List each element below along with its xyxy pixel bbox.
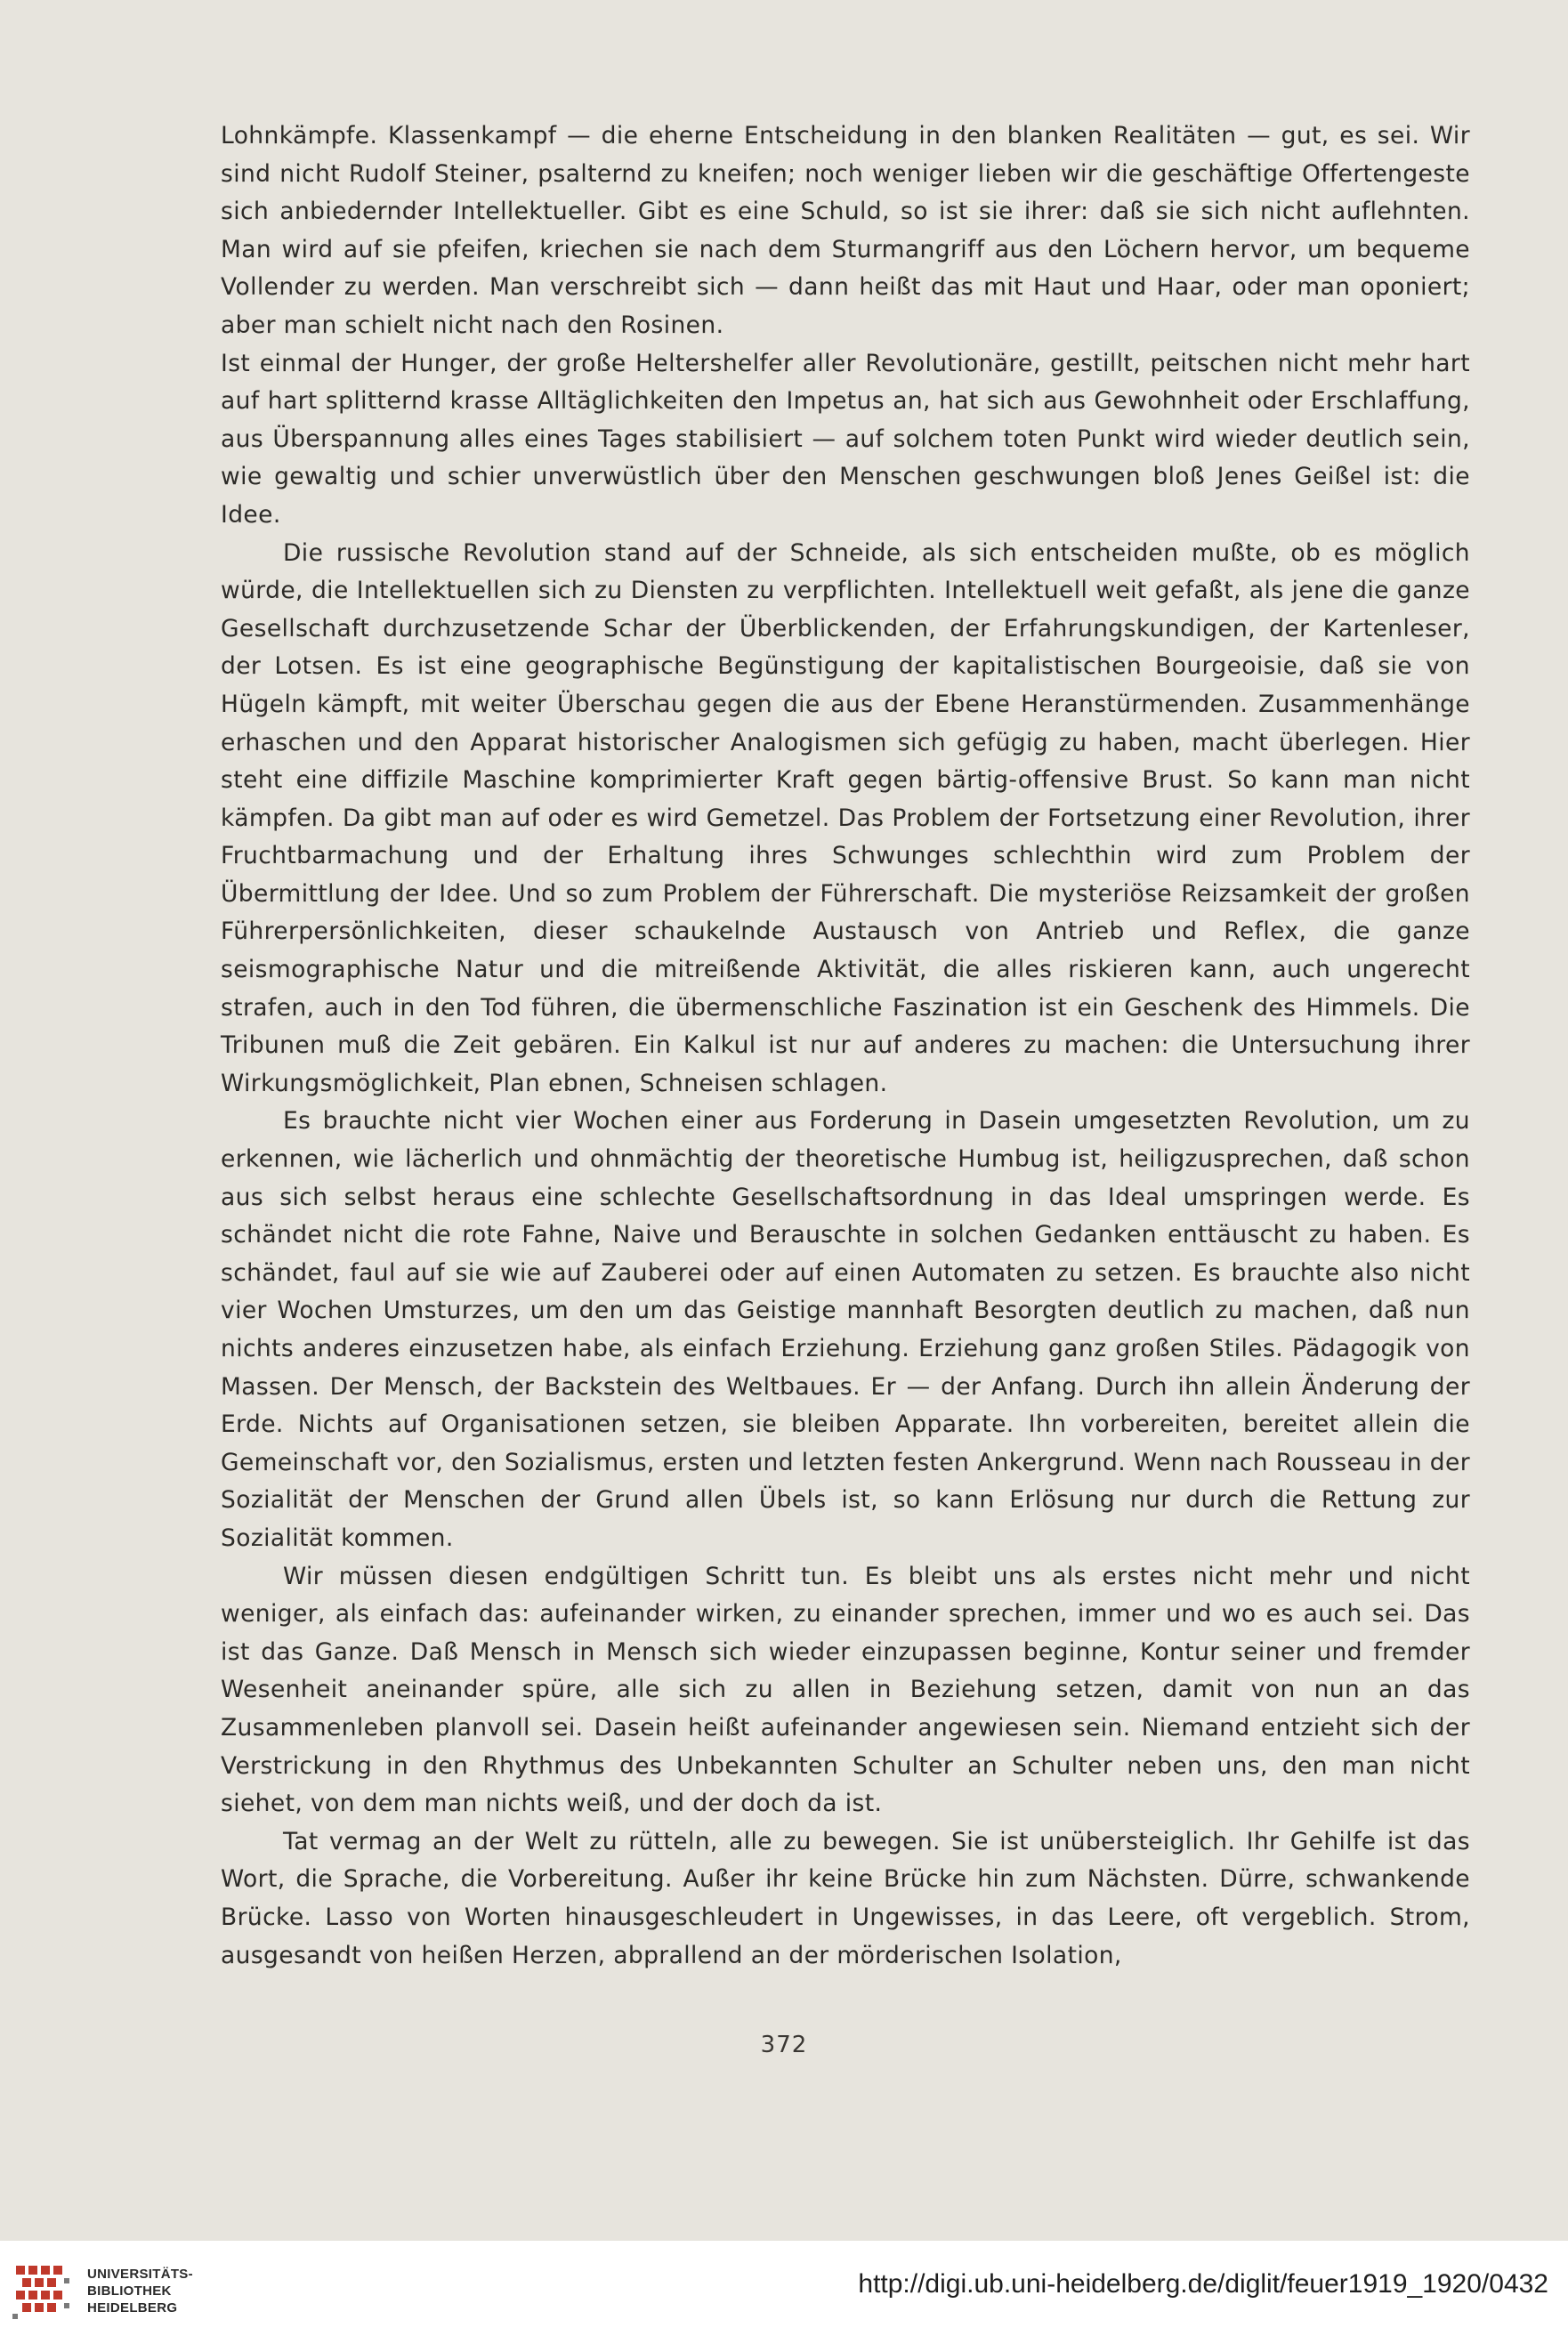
library-name-line-2: BIBLIOTHEK [87,2283,172,2299]
paragraph-6: Tat vermag an der Welt zu rütteln, alle zu bewegen. Sie ist unübersteiglich. Ihr Gehilfe ist das Wort, die Sprache, die Vorbereitung. Außer ihr keine Brücke hin zum Nächsten. Dürre, schwankende Brücke. Lasso von Worten hinausgeschleudert in Ungewisses, in das Leere, oft vergeblich. Strom, ausgesandt von heißen Herzen, abprallend an der mörderischen Isolation, [221,1827,1470,1969]
paragraph-1: Lohnkämpfe. Klassenkampf — die eherne Entscheidung in den blanken Realitäten — gut, es sei. Wir sind nicht Rudolf Steiner, psalternd zu kneifen; noch weniger lieben wir die geschäftige Offertengeste sich anbiedernder Intellektueller. Gibt es eine Schuld, so ist sie ihrer: daß sie sich nicht auflehnten. Man wird auf sie pfeifen, kriechen sie nach dem Sturmangriff aus den Löchern hervor, um bequeme Vollender zu werden. Man verschreibt sich — dann heißt das mit Haut und Haar, oder man oponiert; aber man schielt nicht nach den Rosinen. [221,122,1470,339]
paragraph-4: Es brauchte nicht vier Wochen einer aus Forderung in Dasein umgesetzten Revolution, um zu erkennen, wie lächerlich und ohnmächtig der theoretische Humbug ist, heiligzusprechen, daß schon aus sich selbst heraus eine schlechte Gesellschaftsordnung in das Ideal umspringen werde. Es schändet nicht die rote Fahne, Naive und Berauschte in solchen Gedanken enttäuscht zu haben. Es schändet, faul auf sie wie auf Zauberei oder auf einen Automaten zu setzen. Es brauchte also nicht vier Wochen Umsturzes, um den um das Geistige mannhaft Besorgten deutlich zu machen, daß nun nichts anderes einzusetzen habe, als einfach Erziehung. Erziehung ganz großen Stiles. Pädagogik von Massen. Der Mensch, der Backstein des Weltbaues. Er — der Anfang. Durch ihn allein Änderung der Erde. Nichts auf Organisationen setzen, sie bleiben Apparate. Ihn vorbereiten, bereitet allein die Gemeinschaft vor, den Sozialismus, ersten und letzten festen Ankergrund. Wenn nach Rousseau in der Sozialität der Menschen der Grund allen Übels ist, so kann Erlösung nur durch die Rettung zur Sozialität kommen. [221,1107,1470,1552]
paragraph-3: Die russische Revolution stand auf der Schneide, als sich entscheiden mußte, ob es möglich würde, die Intellektuellen sich zu Diensten zu verpflichten. Intellektuell weit gefaßt, als jene die ganze Gesellschaft durchzusetzende Schar der Überblickenden, der Erfahrungskundigen, der Kartenleser, der Lotsen. Es ist eine geographische Begünstigung der kapitalistischen Bourgeoisie, daß sie von Hügeln kämpft, mit weiter Überschau gegen die aus der Ebene Heranstürmenden. Zusammenhänge erhaschen und den Apparat historischer Analogismen sich gefügig zu haben, macht überlegen. Hier steht eine diffizile Maschine komprimierter Kraft gegen bärtig-offensive Brust. So kann man nicht kämpfen. Da gibt man auf oder es wird Gemetzel. Das Problem der Fortsetzung einer Revolution, ihrer Fruchtbarmachung und der Erhaltung ihres Schwunges schlechthin wird zum Problem der Übermittlung der Idee. Und so zum Problem der Führerschaft. Die mysteriöse Reizsamkeit der großen Führerpersönlichkeiten, dieser schaukelnde Austausch von Antrieb und Reflex, die ganze seismographische Natur und die mitreißende Aktivität, die alles riskieren kann, auch ungerecht strafen, auch in den Tod führen, die übermenschliche Faszination ist ein Geschenk des Himmels. Die Tribunen muß die Zeit gebären. Ein Kalkul ist nur auf anderes zu machen: die Untersuchung ihrer Wirkungsmöglichkeit, Plan ebnen, Schneisen schlagen. [221,538,1470,1097]
library-name-line-3: HEIDELBERG [87,2300,178,2316]
source-url-link[interactable]: http://digi.ub.uni-heidelberg.de/diglit/feuer1919_1920/0432 [858,2269,1548,2299]
library-logo[interactable] [12,2253,208,2339]
library-seal-icon [12,2260,73,2324]
library-name [87,2266,193,2316]
library-name-line-1: UNIVERSITÄTS- [87,2267,193,2282]
page-number: 372 [760,2032,808,2058]
paragraph-5: Wir müssen diesen endgültigen Schritt tun. Es bleibt uns als erstes nicht mehr und nicht weniger, als einfach das: aufeinander wirken, zu einander sprechen, immer und wo es auch sei. Das ist das Ganze. Daß Mensch in Mensch sich wieder einzupassen beginne, Kontur seiner und fremder Wesenheit aneinander spüre, alle sich zu allen in Beziehung setzen, damit von nun an das Zusammenleben planvoll sei. Dasein heißt aufeinander angewiesen sein. Niemand entzieht sich der Verstrickung in den Rhythmus des Unbekannten Schulter an Schulter neben uns, den man nicht siehet, von dem man nichts weiß, und der doch da ist. [221,1562,1470,1818]
body-text [221,117,1470,1975]
paragraph-2: Ist einmal der Hunger, der große Heltershelfer aller Revolutionäre, gestillt, peitschen nicht mehr hart auf hart splitternd krasse Alltäglichkeiten den Impetus an, hat sich aus Gewohnheit oder Erschlaffung, aus Überspannung alles eines Tages stabilisiert — auf solchem toten Punkt wird wieder deutlich sein, wie gewaltig und schier unverwüstlich über den Menschen geschwungen bloß Jenes Geißel ist: die Idee. [221,349,1470,529]
